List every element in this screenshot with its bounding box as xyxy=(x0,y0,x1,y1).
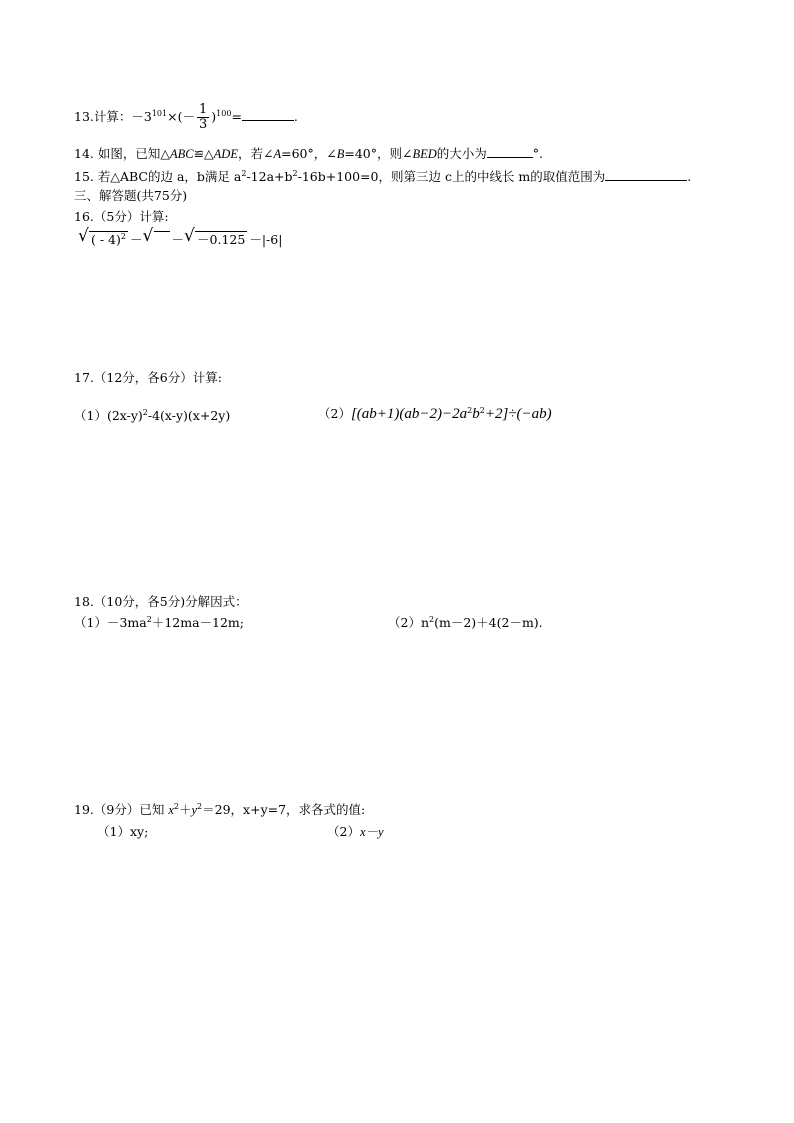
question-18-part-2 xyxy=(388,615,543,631)
q17-p1-sup: 2 xyxy=(142,408,148,417)
q18-p2-sup: 2 xyxy=(429,615,435,624)
q19-y: y xyxy=(191,803,198,817)
q17-p2-label: （2） xyxy=(318,406,351,421)
section-3-heading: 三、解答题(共75分) xyxy=(74,188,188,203)
question-17-title: 17.（12分，各6分）计算: xyxy=(74,370,222,385)
q16-minus2: － xyxy=(171,232,185,247)
q16-tail: －|-6| xyxy=(249,232,283,247)
q14-text-d: =40°，则∠ xyxy=(344,146,413,161)
question-19-title xyxy=(74,802,365,818)
q17-p2-sup1: 2 xyxy=(467,406,473,415)
q15-text-a: 15. 若△ABC的边 a，b满足 a xyxy=(74,169,242,184)
q14-ade: ADE xyxy=(213,147,238,161)
sqrt-icon: √ xyxy=(184,226,195,246)
q13-times: ×(－ xyxy=(167,109,195,124)
q13-end: . xyxy=(293,109,298,124)
q16-minus1: － xyxy=(129,232,143,247)
question-13 xyxy=(74,103,298,132)
q13-fraction xyxy=(197,103,209,132)
q15-text-b: -12a+b xyxy=(246,169,293,184)
question-19-part-1: （1）xy; xyxy=(97,824,149,839)
q18-p2-expr-a: n xyxy=(420,615,430,630)
question-16-title: 16.（5分）计算: xyxy=(74,209,169,224)
q13-frac-num: 1 xyxy=(198,102,208,117)
question-17-part-1 xyxy=(74,408,230,424)
q13-answer-blank[interactable] xyxy=(242,108,294,121)
q17-p2-expr-a: [(ab+1)(ab−2)−2a xyxy=(350,406,468,422)
q14-text-e: 的大小为 xyxy=(436,146,487,161)
question-18-title: 18.（10分，各5分)分解因式： xyxy=(74,594,248,609)
q18-p2-expr-b: (m－2)＋4(2－m). xyxy=(434,615,543,630)
q19-plus: ＋ xyxy=(178,802,192,817)
question-18-part-1 xyxy=(74,615,244,631)
q16-rad3: －0.125 xyxy=(197,232,246,247)
q16-radical-1 xyxy=(78,226,128,248)
q13-exp1: 101 xyxy=(151,109,168,118)
q19-p2-expr: x－y xyxy=(359,825,384,839)
q14-bed: BED xyxy=(412,147,437,161)
q14-text-b: ，若∠ xyxy=(237,146,274,161)
q18-p2-label: （2） xyxy=(388,615,421,630)
q18-p1-expr-b: ＋12ma－12m; xyxy=(151,615,244,630)
q14-end: °. xyxy=(532,146,544,161)
q18-p1-sup: 2 xyxy=(146,615,152,624)
q19-x: x xyxy=(168,803,174,817)
q19-sq1: 2 xyxy=(173,802,179,811)
question-15 xyxy=(74,168,691,185)
q17-p1-expr-a: (2x-y) xyxy=(106,408,143,423)
q15-end: . xyxy=(687,169,692,184)
q18-p1-label: （1） xyxy=(74,615,107,630)
q13-frac-den: 3 xyxy=(198,117,208,132)
q15-answer-blank[interactable] xyxy=(605,168,687,181)
q14-text-a: 14. 如图，已知△ xyxy=(74,146,170,161)
question-17-part-2 xyxy=(318,406,552,422)
q19-p2-label: （2） xyxy=(327,824,360,839)
sqrt-icon: √ xyxy=(142,226,154,246)
q16-rad1: ( - 4) xyxy=(91,232,121,247)
q15-sq1: 2 xyxy=(241,169,247,178)
q14-b: B xyxy=(336,147,345,161)
q13-eq: = xyxy=(231,109,242,124)
q17-p2-expr-b: b xyxy=(472,406,480,422)
question-19-part-2 xyxy=(327,824,384,840)
q17-p1-expr-b: -4(x-y)(x+2y) xyxy=(147,408,231,423)
q16-radical-2 xyxy=(142,226,170,248)
q15-text-c: -16b+100=0，则第三边 c上的中线长 m的取值范围为 xyxy=(297,169,606,184)
q13-prefix: 13.计算：－3 xyxy=(74,109,152,124)
q16-radical-3 xyxy=(184,226,247,248)
q13-exp2: 100 xyxy=(216,109,232,118)
q17-p2-sup2: 2 xyxy=(479,406,485,415)
q14-answer-blank[interactable] xyxy=(487,145,533,158)
q17-p1-label: （1） xyxy=(74,408,107,423)
question-14 xyxy=(74,145,543,162)
q16-rad1-sup: 2 xyxy=(120,232,126,241)
q17-p2-expr-c: +2]÷(−ab) xyxy=(484,406,552,422)
q19-sq2: 2 xyxy=(197,802,203,811)
q14-a: A xyxy=(273,147,282,161)
q19-title-a: 19.（9分）已知 xyxy=(74,802,169,817)
q18-p1-expr-a: －3ma xyxy=(106,615,147,630)
q14-text-c: =60°，∠ xyxy=(281,146,337,161)
question-16-expression xyxy=(78,226,283,248)
sqrt-icon: √ xyxy=(78,226,89,246)
q14-cong: ≌△ xyxy=(193,146,214,161)
q19-title-b: ＝29，x+y=7，求各式的值: xyxy=(202,802,366,817)
q15-sq2: 2 xyxy=(292,169,298,178)
q14-abc: ABC xyxy=(169,147,194,161)
q13-close: ) xyxy=(211,109,217,124)
